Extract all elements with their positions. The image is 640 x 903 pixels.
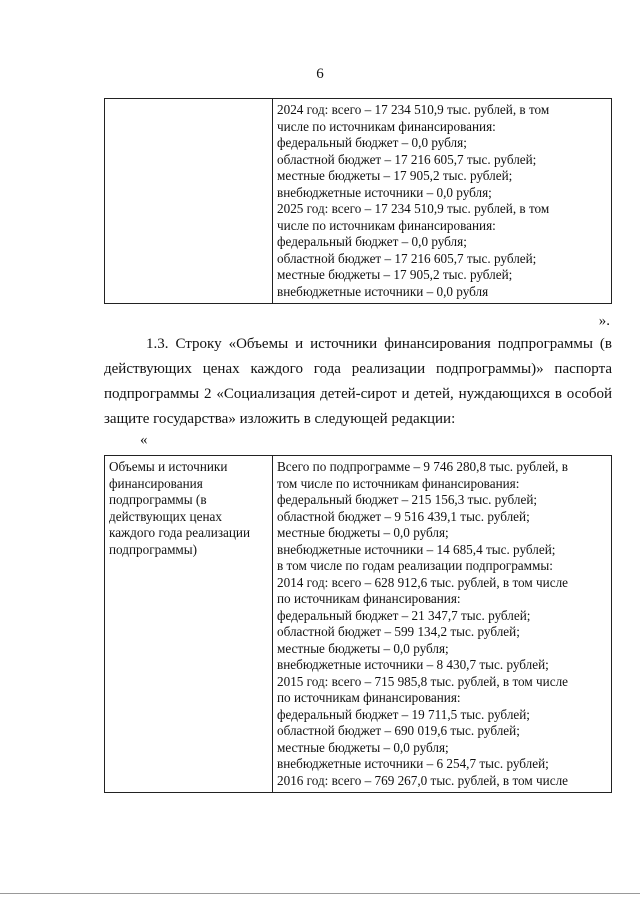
table-line: местные бюджеты – 17 905,2 тыс. рублей;	[277, 168, 513, 183]
table-line: областной бюджет – 599 134,2 тыс. рублей;	[277, 624, 520, 639]
table-financing	[104, 455, 612, 793]
table-line: Всего по подпрограмме – 9 746 280,8 тыс. рублей, в	[277, 459, 568, 474]
table-line: 2015 год: всего – 715 985,8 тыс. рублей, в том числе	[277, 673, 569, 689]
paragraph-line: подпрограммы 2 «Социализация детей-сирот и детей, нуждающихся в особой	[104, 386, 612, 402]
table-left-cell	[105, 456, 273, 793]
table-right-cell	[273, 456, 612, 793]
table-line: числе по источникам финансирования:	[277, 217, 496, 233]
table-line: внебюджетные источники – 8 430,7 тыс. рублей;	[277, 657, 549, 672]
table-right-cell	[273, 99, 612, 304]
table-line: внебюджетные источники – 6 254,7 тыс. рублей;	[277, 756, 549, 771]
table-left-cell	[105, 99, 273, 304]
table-label-line: подпрограммы (в	[109, 492, 207, 507]
table-line: федеральный бюджет – 0,0 рубля;	[277, 135, 467, 150]
table-line: по источникам финансирования:	[277, 591, 461, 606]
paragraph-line: защите государства» изложить в следующей редакции:	[104, 411, 456, 427]
opening-quote: «	[140, 432, 148, 448]
table-row	[105, 456, 612, 793]
table-row	[105, 99, 612, 304]
table-line: 2014 год: всего – 628 912,6 тыс. рублей, в том числе	[277, 574, 569, 590]
table-label-line: Объемы и источники	[109, 459, 228, 474]
table-label-line: действующих ценах	[109, 508, 222, 524]
closing-quote: ».	[598, 313, 610, 329]
table-line: местные бюджеты – 17 905,2 тыс. рублей;	[277, 267, 513, 282]
page-bottom-divider	[0, 893, 640, 894]
table-label-line: финансирования	[109, 475, 203, 491]
amendment-paragraph	[104, 332, 612, 432]
table-line: местные бюджеты – 0,0 рубля;	[277, 739, 449, 755]
table-line: внебюджетные источники – 0,0 рубля	[277, 283, 489, 299]
table-line: внебюджетные источники – 0,0 рубля;	[277, 184, 492, 200]
table-line: в том числе по годам реализации подпрограммы:	[277, 558, 553, 573]
table-label-line: подпрограммы)	[109, 541, 198, 557]
table-line: внебюджетные источники – 14 685,4 тыс. рублей;	[277, 541, 556, 557]
table-line: том числе по источникам финансирования:	[277, 475, 520, 491]
table-label-line: каждого года реализации	[109, 525, 251, 540]
table-line: федеральный бюджет – 215 156,3 тыс. рублей;	[277, 492, 538, 507]
table-line: 2025 год: всего – 17 234 510,9 тыс. рублей, в том	[277, 201, 550, 216]
paragraph-line: 1.3. Строку «Объемы и источники финансирования подпрограммы (в	[146, 336, 612, 352]
table-line: федеральный бюджет – 21 347,7 тыс. рублей;	[277, 607, 531, 623]
table-line: местные бюджеты – 0,0 рубля;	[277, 525, 449, 540]
table-line: федеральный бюджет – 0,0 рубля;	[277, 234, 467, 249]
table-line: числе по источникам финансирования:	[277, 118, 496, 134]
table-line: по источникам финансирования:	[277, 690, 461, 705]
table-line: областной бюджет – 17 216 605,7 тыс. рублей;	[277, 151, 537, 167]
table-line: федеральный бюджет – 19 711,5 тыс. рублей;	[277, 706, 530, 722]
table-line: областной бюджет – 690 019,6 тыс. рублей;	[277, 723, 520, 738]
table-line: местные бюджеты – 0,0 рубля;	[277, 640, 449, 656]
table-line: 2016 год: всего – 769 267,0 тыс. рублей, в том числе	[277, 772, 569, 788]
paragraph-line: действующих ценах каждого года реализации подпрограммы)» паспорта	[104, 361, 612, 377]
table-continuation	[104, 98, 612, 304]
table-line: областной бюджет – 9 516 439,1 тыс. рублей;	[277, 508, 530, 524]
page-number: 6	[316, 66, 324, 82]
table-line: областной бюджет – 17 216 605,7 тыс. рублей;	[277, 250, 537, 266]
table-line: 2024 год: всего – 17 234 510,9 тыс. рублей, в том	[277, 102, 550, 117]
